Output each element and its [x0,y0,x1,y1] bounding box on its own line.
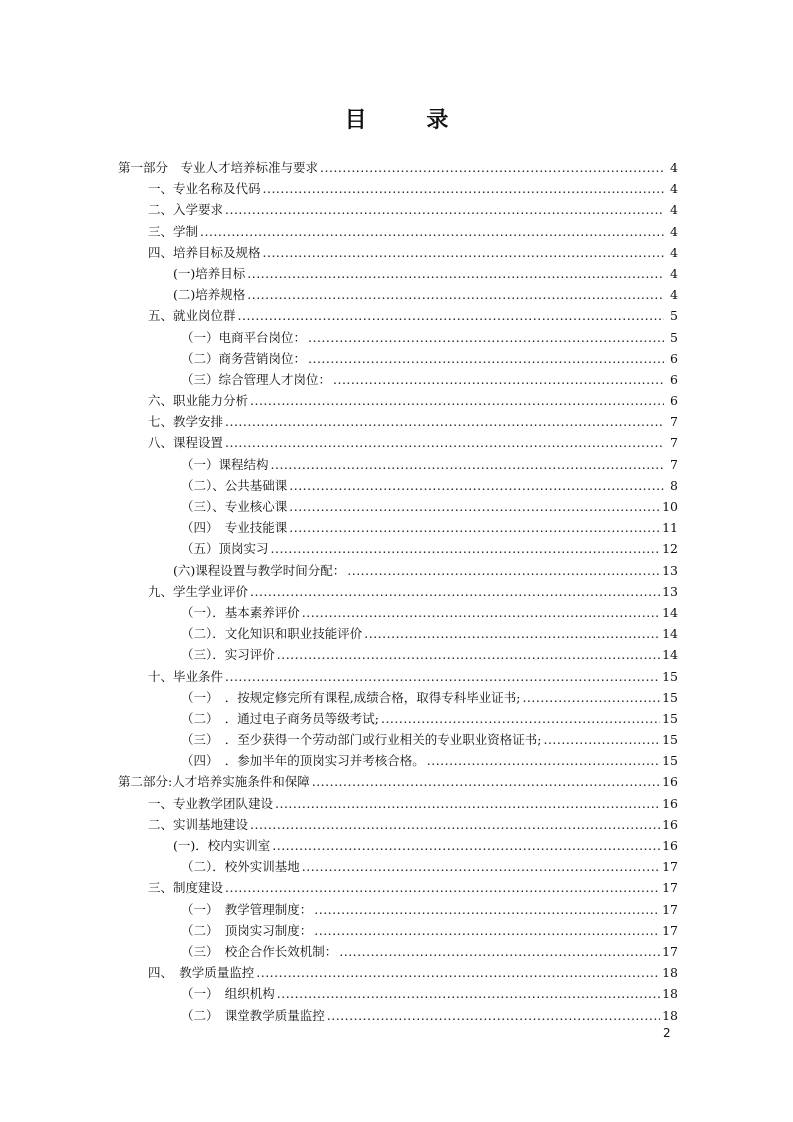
toc-entry-text: 四、培养目标及规格 [148,244,261,260]
toc-entry-page: 18 [662,986,678,1002]
toc-leader-dots [263,245,664,260]
toc-entry-page: 5 [670,308,678,324]
toc-entry-text: （三） ．至少获得一个劳动部门或行业相关的专业职业资格证书; [181,732,542,748]
toc-leader-dots [339,944,660,959]
toc-entry-page: 18 [662,1007,678,1023]
page-number: 2 [663,1026,671,1040]
toc-entry-text: （一）电商平台岗位： [181,329,307,345]
toc-leader-dots [225,435,664,450]
toc-entry[interactable] [118,900,678,921]
toc-leader-dots [302,859,660,874]
toc-entry[interactable] [118,222,678,243]
toc-leader-dots [200,224,664,239]
toc-entry-page: 17 [662,922,678,938]
toc-leader-dots [272,838,660,853]
toc-entry-page: 11 [662,520,678,536]
toc-entry[interactable] [118,709,678,730]
toc-leader-dots [289,478,664,493]
toc-leader-dots [277,647,660,662]
toc-entry[interactable] [118,285,678,306]
toc-entry-text: (二)培养规格 [173,287,246,303]
toc-entry-text: 五、就业岗位群 [148,308,236,324]
toc-leader-dots [347,563,660,578]
toc-entry-text: 六、职业能力分析 [148,393,249,409]
toc-entry[interactable] [118,921,678,942]
toc-entry-text: （一） 组织机构 [181,986,275,1002]
table-of-contents [118,158,678,1027]
toc-leader-dots [225,880,660,895]
toc-entry-page: 14 [662,626,678,642]
toc-title: 目 录 [344,107,475,133]
toc-entry-text: 八、课程设置 [148,435,224,451]
toc-entry-page: 5 [670,329,678,345]
toc-entry-page: 17 [662,901,678,917]
toc-leader-dots [543,732,660,747]
toc-entry-text: (一)培养目标 [173,265,246,281]
toc-entry-page: 4 [670,244,678,260]
toc-leader-dots [427,753,660,768]
toc-entry-text: （三）、专业核心课 [181,499,288,514]
toc-entry-page: 6 [670,371,678,387]
toc-entry[interactable] [118,624,678,645]
toc-entry-page: 8 [670,477,678,493]
toc-entry[interactable] [118,243,678,264]
toc-entry-page: 16 [662,774,678,790]
toc-leader-dots [247,287,664,302]
toc-leader-dots [225,202,664,217]
toc-entry[interactable] [118,497,678,518]
toc-entry-page: 7 [670,435,678,451]
toc-entry-text: (一)．校内实训室 [173,838,271,853]
toc-leader-dots [289,520,660,535]
toc-entry[interactable] [118,963,678,984]
toc-leader-dots [225,414,664,429]
toc-entry[interactable] [118,603,678,624]
toc-entry[interactable] [118,878,678,899]
toc-entry-text: （一）．基本素养评价 [181,604,300,620]
toc-entry-page: 4 [670,287,678,303]
toc-entry-text: （二）．文化知识和职业技能评价 [181,626,363,642]
toc-entry-text: 十、毕业条件 [148,668,224,684]
toc-entry[interactable] [118,264,678,285]
toc-entry-page: 6 [670,393,678,409]
toc-entry-text: （三）．实习评价 [181,647,275,663]
toc-entry-text: （二） ．通过电子商务员等级考试; [181,710,379,726]
toc-entry[interactable] [118,476,678,497]
toc-entry-text: （一）课程结构 [181,456,269,472]
toc-entry-page: 10 [662,499,678,514]
toc-leader-dots [277,986,660,1001]
toc-entry-text: 第一部分 专业人才培养标准与要求 [118,160,319,175]
toc-leader-dots [314,923,660,938]
toc-entry-page: 4 [670,202,678,218]
toc-leader-dots [250,584,660,599]
toc-leader-dots [522,690,660,705]
toc-entry-page: 17 [662,859,678,875]
toc-leader-dots [333,372,664,387]
toc-entry-text: 四、 教学质量监控 [148,965,255,981]
toc-entry-text: （二） 课堂教学质量监控 [181,1007,325,1023]
toc-entry[interactable] [118,412,678,433]
toc-leader-dots [327,1008,660,1023]
toc-entry-page: 7 [670,414,678,430]
toc-entry-page: 12 [662,541,678,557]
toc-entry-text: （一） ．按规定修完所有课程,成绩合格，取得专科毕业证书; [181,689,521,705]
toc-entry-page: 16 [662,795,678,811]
toc-leader-dots [256,965,660,980]
toc-leader-dots [314,902,660,917]
toc-entry-page: 7 [670,456,678,472]
toc-entry[interactable] [118,306,678,327]
toc-entry-page: 13 [662,583,678,599]
toc-entry[interactable] [118,158,678,179]
toc-entry[interactable] [118,730,678,751]
toc-leader-dots [275,796,660,811]
toc-entry[interactable] [118,751,678,772]
toc-leader-dots [289,499,660,514]
toc-leader-dots [381,711,660,726]
toc-entry[interactable] [118,370,678,391]
toc-entry[interactable] [118,349,678,370]
toc-leader-dots [238,308,664,323]
toc-entry[interactable] [118,391,678,412]
toc-leader-dots [250,393,664,408]
toc-leader-dots [364,626,660,641]
toc-entry[interactable] [118,815,678,836]
toc-entry[interactable] [118,561,678,582]
toc-entry-page: 4 [670,265,678,281]
toc-entry-text: 二、实训基地建设 [148,816,249,832]
toc-entry[interactable] [118,179,678,200]
toc-entry-text: （三） 校企合作长效机制： [181,943,338,959]
toc-entry-page: 4 [670,181,678,197]
toc-entry-text: 一、专业教学团队建设 [148,795,274,811]
toc-entry-text: 二、入学要求 [148,202,224,218]
toc-entry-text: 三、学制 [148,223,199,239]
toc-leader-dots [308,330,664,345]
toc-entry-text: （二）、公共基础课 [181,477,288,493]
toc-entry-page: 16 [662,838,678,853]
toc-entry-page: 17 [662,943,678,959]
toc-leader-dots [302,605,660,620]
toc-entry-page: 15 [662,710,678,726]
toc-leader-dots [320,160,664,175]
toc-entry-text: （二） 顶岗实习制度： [181,922,313,938]
toc-entry[interactable] [118,328,678,349]
toc-entry-text: （一） 教学管理制度： [181,901,313,917]
toc-leader-dots [263,181,664,196]
toc-leader-dots [247,266,664,281]
toc-entry-page: 18 [662,965,678,981]
toc-entry[interactable] [118,667,678,688]
toc-entry[interactable] [118,645,678,666]
toc-entry-page: 15 [662,689,678,705]
toc-entry-page: 14 [662,647,678,663]
toc-entry-page: 4 [670,160,678,175]
toc-entry-text: 一、专业名称及代码 [148,181,261,197]
toc-entry-text: （二）商务营销岗位： [181,350,307,366]
toc-entry-page: 15 [662,753,678,769]
toc-entry-page: 14 [662,604,678,620]
toc-leader-dots [312,774,660,789]
toc-entry-text: 七、教学安排 [148,414,224,430]
toc-entry[interactable] [118,200,678,221]
toc-entry[interactable] [118,1006,678,1027]
toc-entry-page: 13 [662,562,678,578]
toc-entry-text: 九、学生学业评价 [148,583,249,599]
toc-entry-text: （五）顶岗实习 [181,541,269,557]
toc-entry-text: （三）综合管理人才岗位： [181,371,332,387]
toc-entry[interactable] [118,539,678,560]
toc-entry[interactable] [118,582,678,603]
toc-entry[interactable] [118,794,678,815]
toc-entry-page: 17 [662,880,678,896]
toc-entry-page: 16 [662,816,678,832]
toc-entry-text: 第二部分:人才培养实施条件和保障 [118,774,310,790]
toc-entry-text: （四） ．参加半年的顶岗实习并考核合格。 [181,753,425,769]
toc-leader-dots [308,351,664,366]
toc-entry[interactable] [118,518,678,539]
toc-entry[interactable] [118,688,678,709]
toc-entry[interactable] [118,455,678,476]
toc-entry-text: (六)课程设置与教学时间分配： [173,562,346,578]
toc-entry-page: 15 [662,732,678,748]
toc-leader-dots [225,669,660,684]
toc-entry-page: 6 [670,350,678,366]
toc-entry-text: 三、制度建设 [148,880,224,896]
toc-entry-text: （二）．校外实训基地 [181,859,300,875]
toc-leader-dots [250,817,660,832]
toc-entry[interactable] [118,772,678,793]
toc-leader-dots [271,457,664,472]
toc-leader-dots [271,541,661,556]
toc-entry[interactable] [118,857,678,878]
toc-entry[interactable] [118,836,678,857]
toc-entry[interactable] [118,433,678,454]
toc-entry-page: 4 [670,223,678,239]
toc-entry[interactable] [118,942,678,963]
toc-entry-page: 15 [662,668,678,684]
toc-entry-text: （四） 专业技能课 [181,520,288,536]
toc-entry[interactable] [118,984,678,1005]
